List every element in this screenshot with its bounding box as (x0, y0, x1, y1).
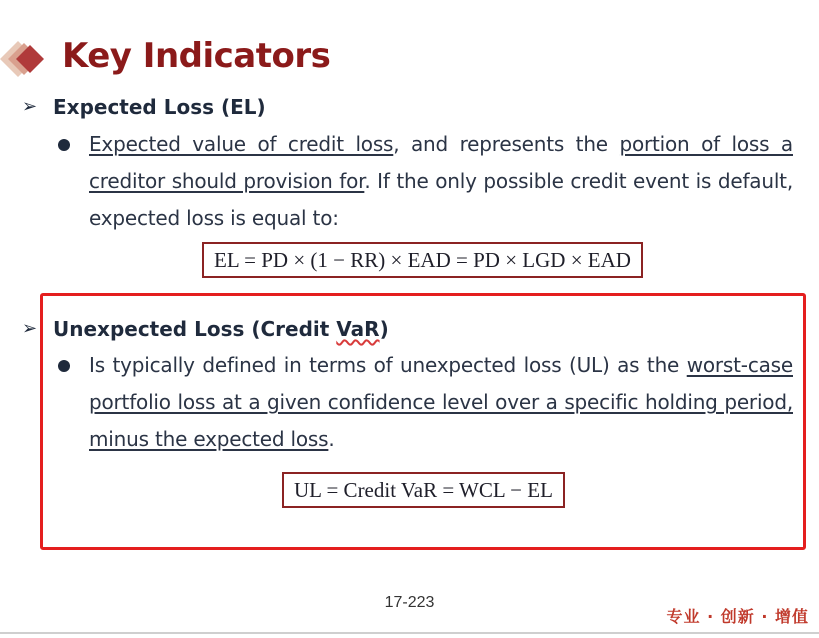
unexpected-loss-paragraph: Is typically defined in terms of unexpected loss (UL) as the worst-case portfolio loss at a given confidence level over a specific holding period, minus the expected loss. (89, 353, 793, 451)
footer-slogan: 专业 · 创新 · 增值 (666, 607, 809, 626)
page-number: 17-223 (384, 594, 435, 611)
arrow-bullet-icon: ➢ (22, 96, 38, 116)
unexpected-loss-formula: UL = Credit VaR = WCL − EL (282, 472, 565, 508)
bottom-divider (0, 632, 819, 634)
section-heading-expected-loss: Expected Loss (EL) (53, 95, 266, 119)
section-heading-unexpected-loss: Unexpected Loss (Credit VaR) (53, 317, 389, 341)
diamond-logo-icon (0, 34, 60, 84)
expected-loss-paragraph: Expected value of credit loss, and represents the portion of loss a creditor should provision for. If the only possible credit event is default, expected loss is equal to: (89, 132, 793, 230)
bullet-dot-icon (58, 139, 70, 151)
page-title: Key Indicators (62, 36, 331, 76)
bullet-dot-icon (58, 360, 70, 372)
expected-loss-formula: EL = PD × (1 − RR) × EAD = PD × LGD × EAD (202, 242, 643, 278)
arrow-bullet-icon: ➢ (22, 318, 38, 338)
